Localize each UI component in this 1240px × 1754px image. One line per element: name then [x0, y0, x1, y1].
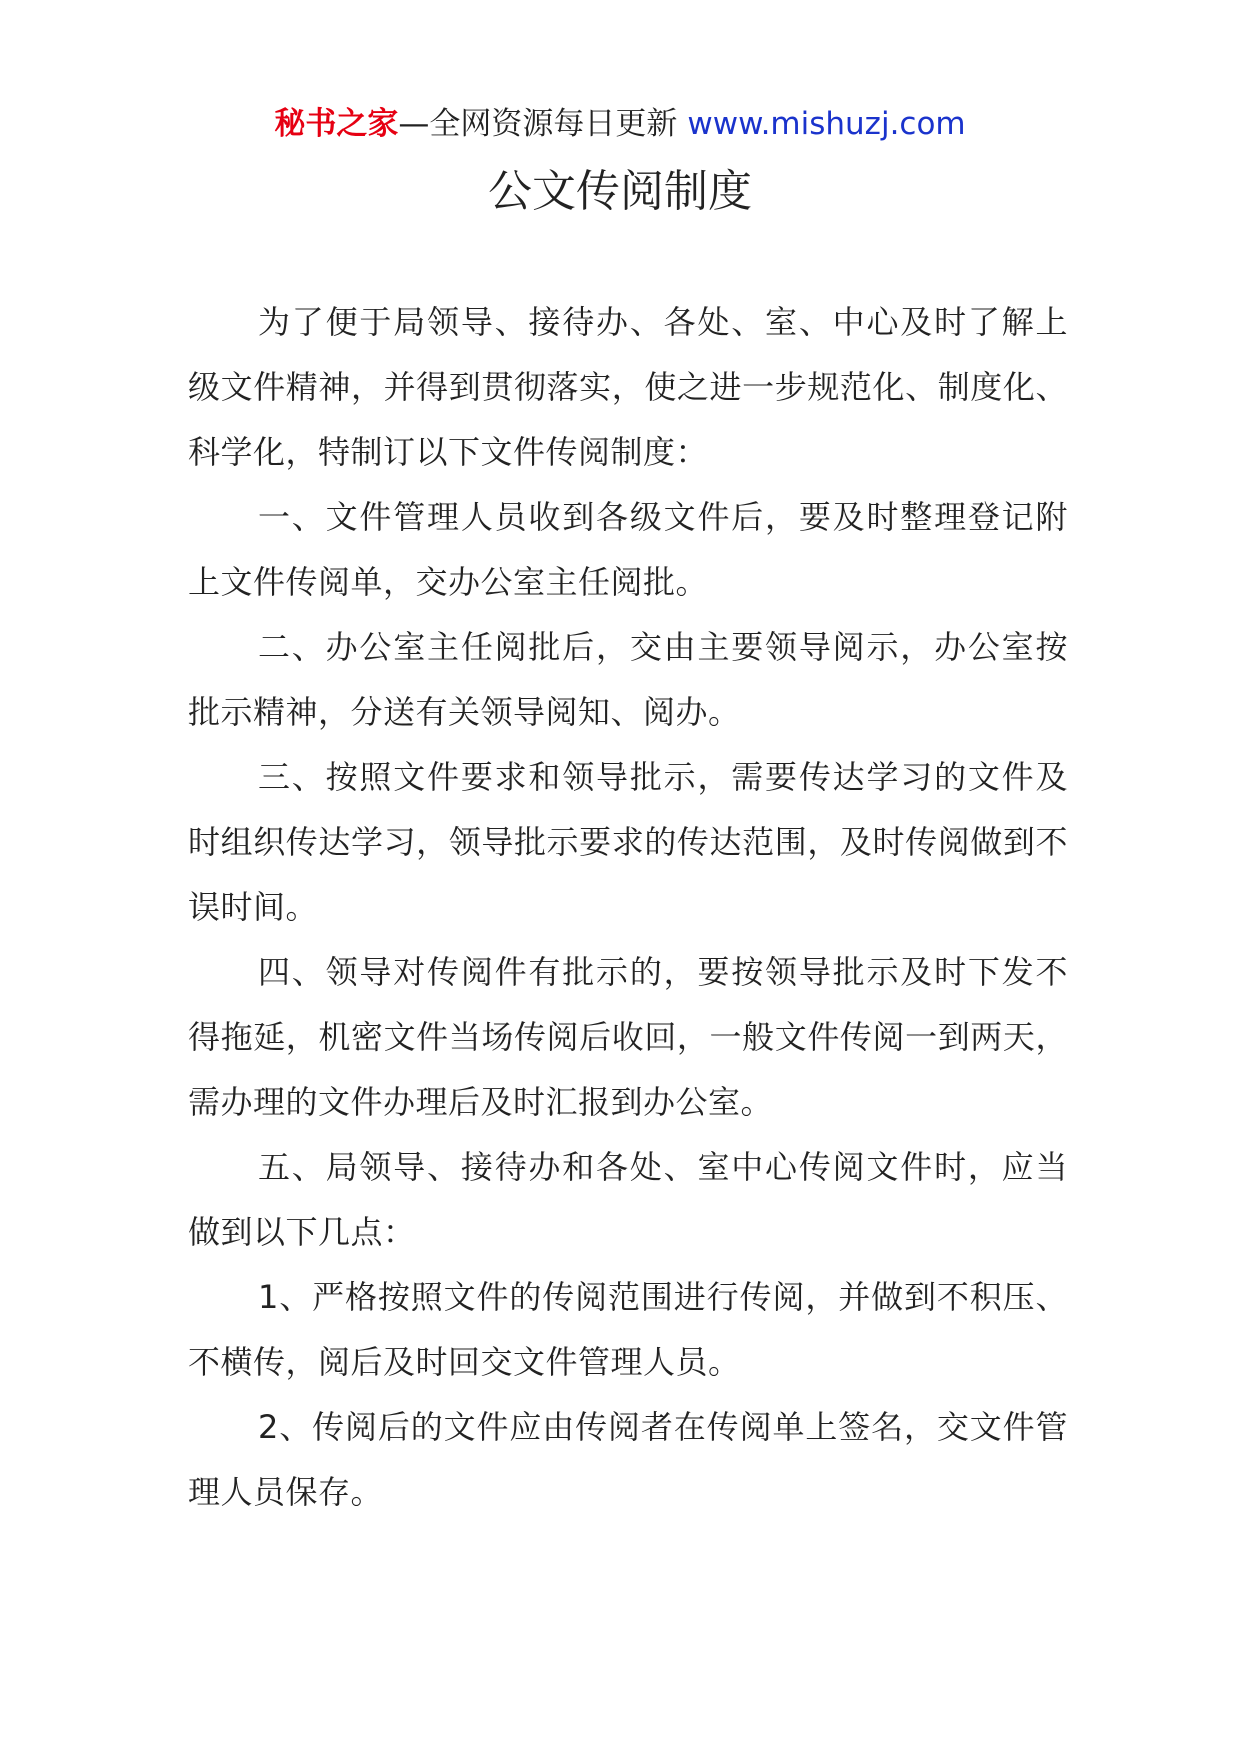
header-tagline: —全网资源每日更新 — [398, 106, 678, 142]
document-body — [188, 290, 1068, 1525]
paragraph-item-4: 四、领导对传阅件有批示的，要按领导批示及时下发不得拖延，机密文件当场传阅后收回，一般文件传阅一到两天，需办理的文件办理后及时汇报到办公室。 — [188, 953, 1068, 1121]
paragraph-item-3: 三、按照文件要求和领导批示，需要传达学习的文件及时组织传达学习，领导批示要求的传达范围，及时传阅做到不误时间。 — [188, 758, 1068, 926]
site-url-link[interactable]: www.mishuzj.com — [687, 106, 966, 142]
paragraph-intro: 为了便于局领导、接待办、各处、室、中心及时了解上级文件精神，并得到贯彻落实，使之进一步规范化、制度化、科学化，特制订以下文件传阅制度： — [188, 303, 1068, 471]
paragraph-subitem-1: 1、严格按照文件的传阅范围进行传阅，并做到不积压、不横传，阅后及时回交文件管理人员。 — [188, 1278, 1068, 1381]
paragraph-item-5: 五、局领导、接待办和各处、室中心传阅文件时，应当做到以下几点： — [188, 1148, 1068, 1251]
paragraph-item-1: 一、文件管理人员收到各级文件后，要及时整理登记附上文件传阅单，交办公室主任阅批。 — [188, 498, 1068, 601]
site-header — [0, 102, 1240, 146]
paragraph-subitem-2: 2、传阅后的文件应由传阅者在传阅单上签名，交文件管理人员保存。 — [188, 1408, 1068, 1511]
paragraph-item-2: 二、办公室主任阅批后，交由主要领导阅示，办公室按批示精神，分送有关领导阅知、阅办。 — [188, 628, 1068, 731]
brand-name: 秘书之家 — [274, 106, 399, 142]
document-title: 公文传阅制度 — [488, 166, 752, 217]
